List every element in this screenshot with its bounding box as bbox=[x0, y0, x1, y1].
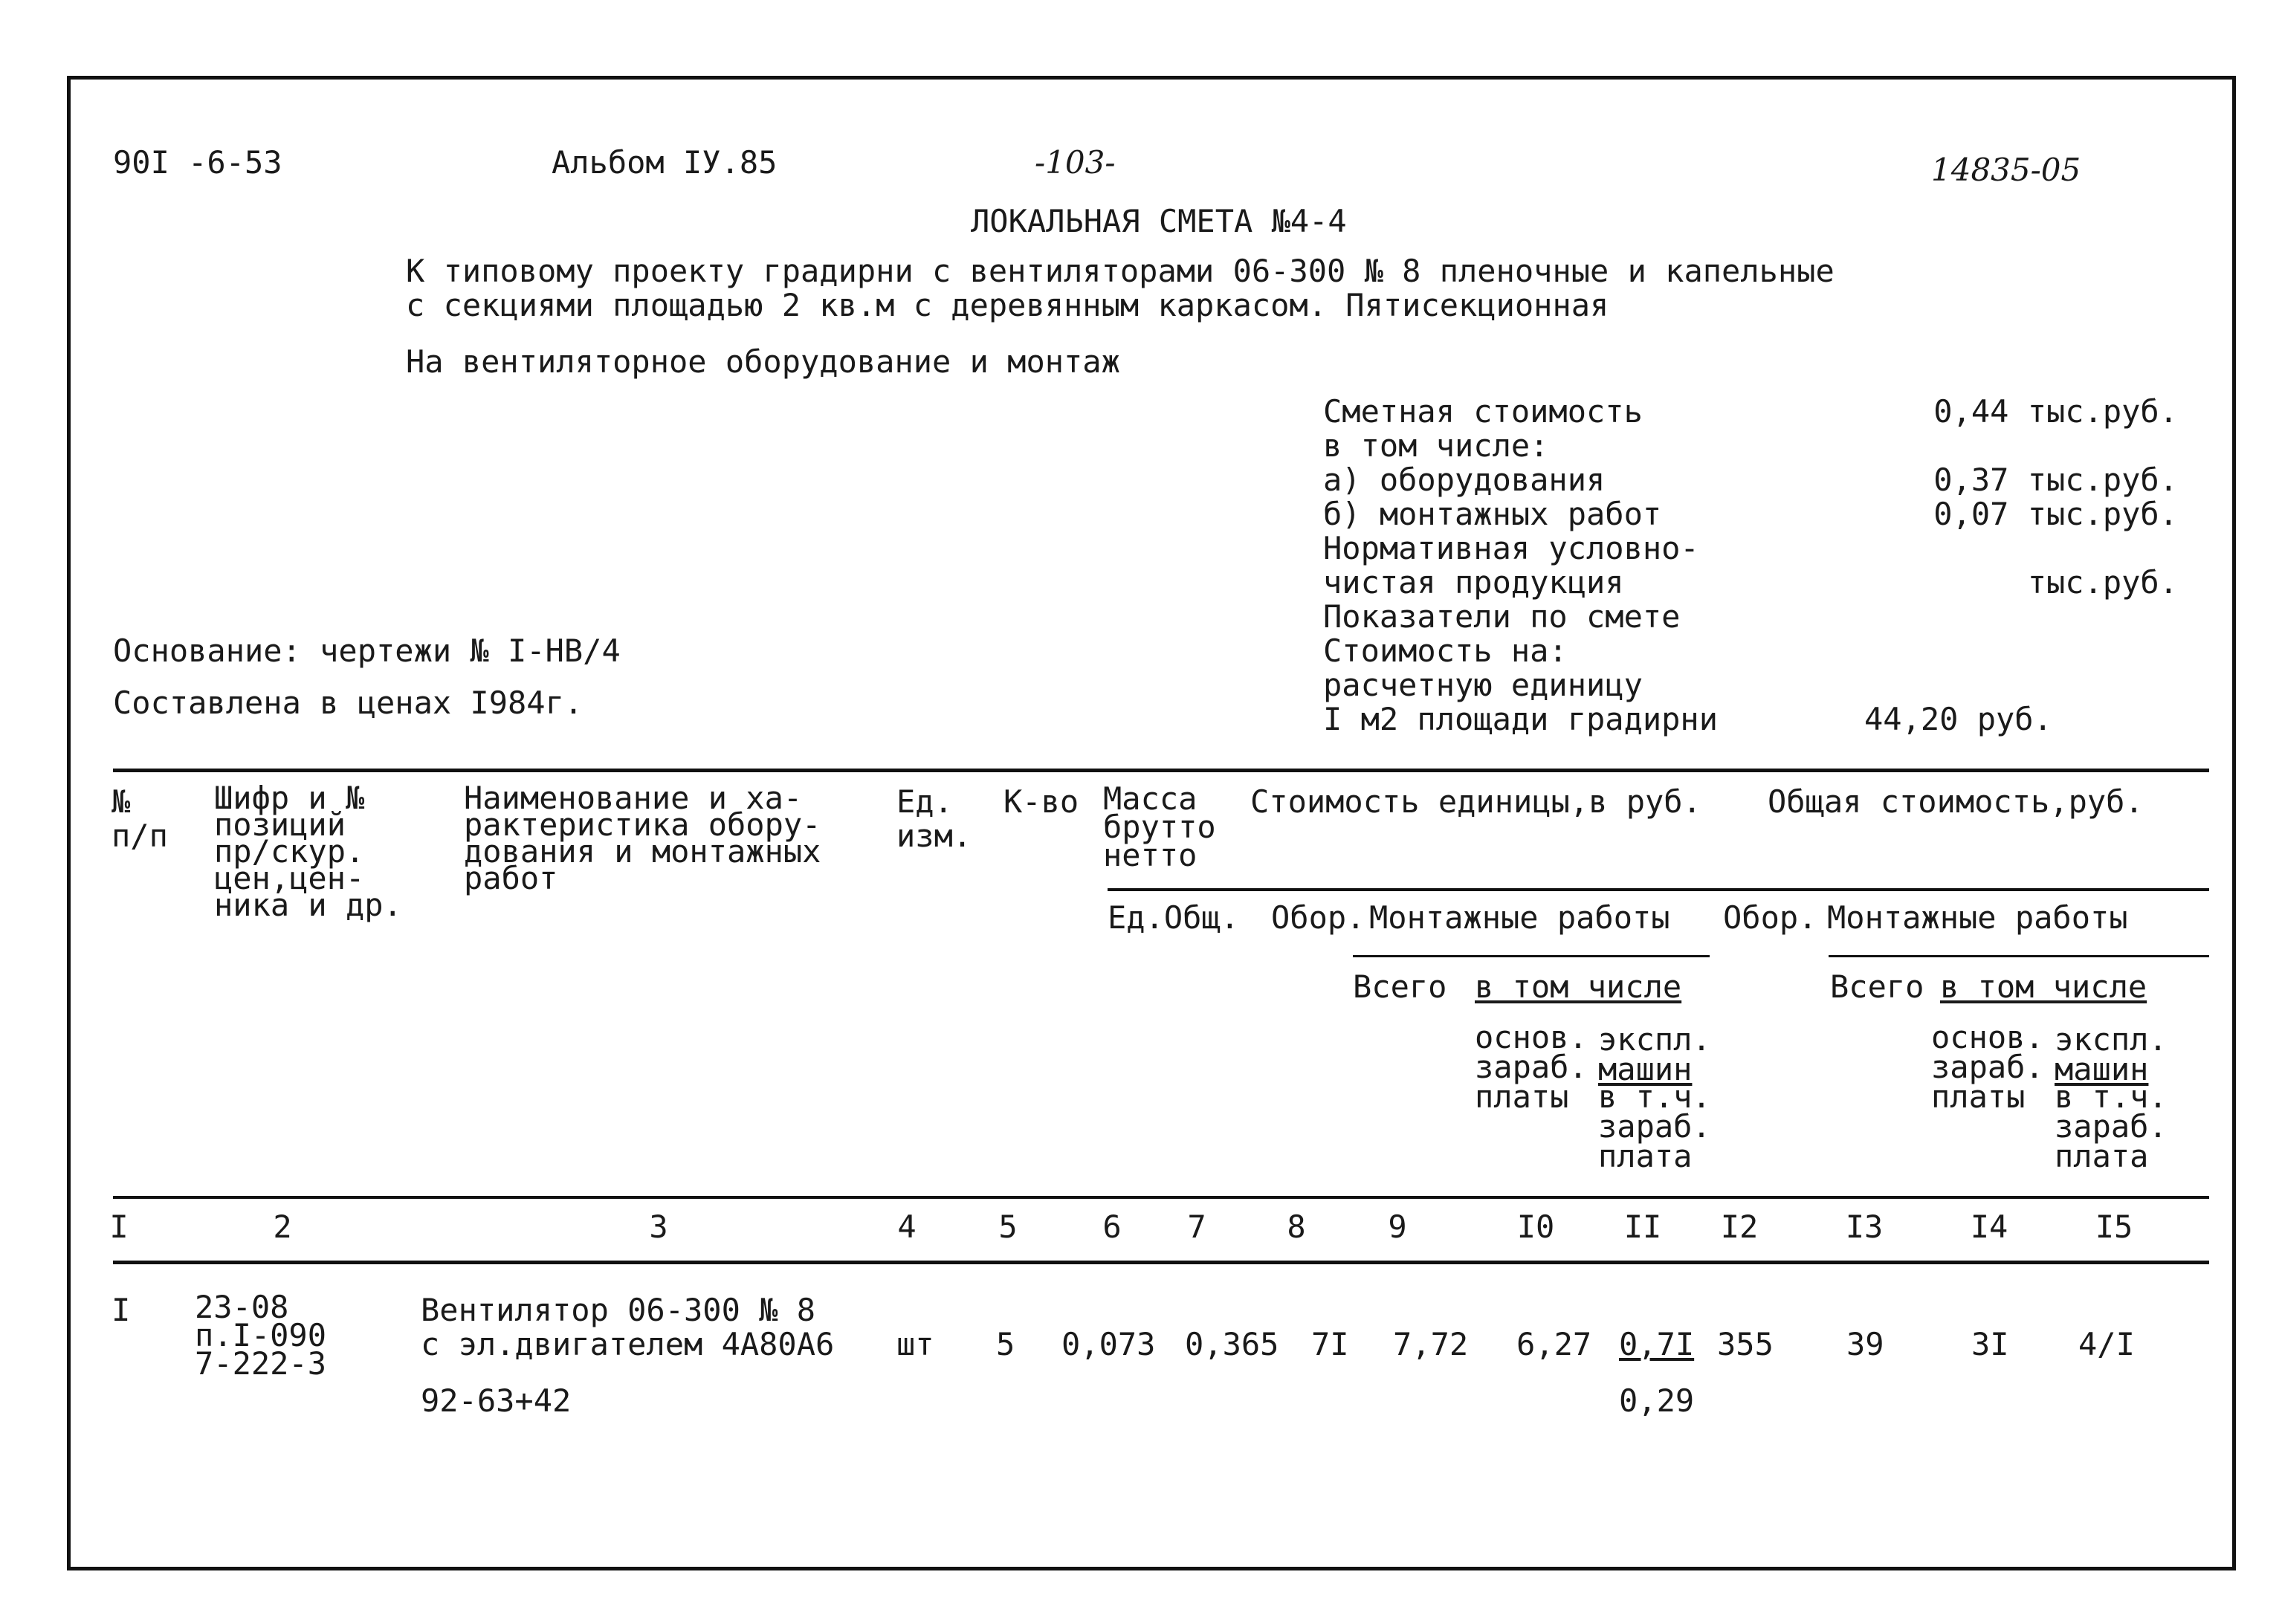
vtch-zarab-header-2: в т.ч. зараб. плата bbox=[2055, 1078, 2168, 1174]
row-install-total: 39 bbox=[1846, 1326, 1884, 1362]
unit-label: расчетную единицу bbox=[1323, 667, 1643, 703]
install-label: б) монтажных работ bbox=[1323, 496, 1662, 532]
equip-label: а) оборудования bbox=[1323, 462, 1606, 498]
column-number-5: 5 bbox=[998, 1209, 1018, 1245]
vsego-header-1: Всего bbox=[1353, 968, 1447, 1005]
row-machine-wage-unit: 0,29 bbox=[1619, 1382, 1695, 1419]
row-number: I bbox=[111, 1292, 131, 1328]
column-number-14: I4 bbox=[1970, 1209, 2008, 1245]
cost-on-label: Стоимость на: bbox=[1323, 633, 1568, 669]
ekspl-header-1: экспл. bbox=[1598, 1021, 1711, 1058]
row-machine-unit: 0,7I bbox=[1619, 1326, 1695, 1362]
smeta-value: 0,44 тыс.руб. bbox=[1933, 393, 2178, 430]
row-wage-unit: 6,27 bbox=[1516, 1326, 1592, 1362]
vtch-header-2: в том числе bbox=[1940, 968, 2147, 1005]
col-unit-header: Ед. изм. bbox=[896, 783, 972, 854]
vsego-rule-1 bbox=[1353, 955, 1710, 957]
mashin-header-2: машин bbox=[2055, 1051, 2149, 1087]
osnov-header-2: основ. зараб. платы bbox=[1931, 1019, 2044, 1115]
column-number-6: 6 bbox=[1102, 1209, 1122, 1245]
row-name-1: Вентилятор 06-300 № 8 bbox=[421, 1292, 816, 1328]
column-number-10: I0 bbox=[1516, 1209, 1555, 1245]
col-code-header: Шифр и № позиций пр/скур. цен,цен- ника и др. bbox=[214, 780, 402, 923]
row-mass-unit: 0,073 bbox=[1061, 1326, 1156, 1362]
row-machine-total: 4/I bbox=[2078, 1326, 2135, 1362]
row-wage-total: 3I bbox=[1971, 1326, 2009, 1362]
column-number-12: I2 bbox=[1720, 1209, 1759, 1245]
row-equip-unit: 7I bbox=[1311, 1326, 1349, 1362]
montazh-header-2: Монтажные работы bbox=[1827, 899, 2128, 936]
indicators-label: Показатели по смете bbox=[1323, 598, 1681, 635]
vtch-header-1: в том числе bbox=[1475, 968, 1682, 1005]
col-name-header: Наименование и ха- рактеристика обору- дования и монтажных работ bbox=[464, 780, 821, 896]
column-number-1: I bbox=[109, 1209, 129, 1245]
cost-header-rule bbox=[1108, 888, 2209, 891]
row-unit: шт bbox=[896, 1326, 934, 1362]
header-bottom-rule bbox=[113, 1196, 2209, 1199]
project-code: 90I -6-53 bbox=[113, 144, 282, 181]
row-name-2: с эл.двигателем 4А80А6 bbox=[421, 1326, 835, 1362]
vtch-zarab-header-1: в т.ч. зараб. плата bbox=[1598, 1078, 1711, 1174]
equip-value: 0,37 тыс.руб. bbox=[1933, 462, 2178, 498]
incl-label: в том числе: bbox=[1323, 427, 1549, 464]
column-number-2: 2 bbox=[273, 1209, 292, 1245]
area-label: I м2 площади градирни bbox=[1323, 701, 1719, 737]
obor-header-2: Обор. bbox=[1723, 899, 1817, 936]
subtitle-line-1: К типовому проекту градирни с вентиляторами 06-300 № 8 пленочные и капельные bbox=[406, 253, 1835, 289]
column-number-3: 3 bbox=[649, 1209, 668, 1245]
col-mass-header: Масса брутто нетто bbox=[1103, 780, 1216, 873]
norm-value: тыс.руб. bbox=[2027, 564, 2178, 601]
ed-obsh-header: Ед.Общ. bbox=[1108, 899, 1240, 936]
column-number-7: 7 bbox=[1187, 1209, 1206, 1245]
total-cost-header: Общая стоимость,руб. bbox=[1768, 783, 2144, 820]
purpose-line: На вентиляторное оборудование и монтаж bbox=[406, 343, 1120, 380]
basis-line: Основание: чертежи № I-НВ/4 bbox=[113, 633, 621, 669]
subtitle-line-2: с секциями площадью 2 кв.м с деревянным каркасом. Пятисекционная bbox=[406, 287, 1609, 323]
osnov-header-1: основ. зараб. платы bbox=[1475, 1019, 1588, 1115]
document-title: ЛОКАЛЬНАЯ СМЕТА №4-4 bbox=[971, 203, 1347, 239]
norm-label-2: чистая продукция bbox=[1323, 564, 1624, 601]
column-number-4: 4 bbox=[897, 1209, 917, 1245]
mashin-header-1: машин bbox=[1598, 1051, 1693, 1087]
column-number-13: I3 bbox=[1845, 1209, 1884, 1245]
norm-label-1: Нормативная условно- bbox=[1323, 530, 1699, 566]
unit-cost-header: Стоимость единицы,в руб. bbox=[1250, 783, 1701, 820]
prices-line: Составлена в ценах I984г. bbox=[113, 685, 584, 721]
col-qty-header: К-во bbox=[1003, 783, 1079, 820]
column-number-9: 9 bbox=[1388, 1209, 1407, 1245]
table-top-rule bbox=[113, 769, 2209, 772]
doc-number: 14835-05 bbox=[1931, 152, 2081, 188]
column-number-15: I5 bbox=[2095, 1209, 2133, 1245]
install-value: 0,07 тыс.руб. bbox=[1933, 496, 2178, 532]
row-install-total-unit: 7,72 bbox=[1393, 1326, 1469, 1362]
area-value: 44,20 руб. bbox=[1864, 701, 2052, 737]
column-number-11: II bbox=[1623, 1209, 1662, 1245]
page-number: -103- bbox=[1035, 144, 1116, 181]
col-number-header: № п/п bbox=[111, 783, 168, 854]
column-numbers-rule bbox=[113, 1261, 2209, 1264]
column-number-8: 8 bbox=[1287, 1209, 1306, 1245]
row-qty: 5 bbox=[996, 1326, 1015, 1362]
row-name-3: 92-63+42 bbox=[421, 1382, 572, 1419]
obor-header-1: Обор. bbox=[1271, 899, 1365, 936]
row-code: 23-08 п.I-090 7-222-3 bbox=[195, 1289, 327, 1382]
album-label: Альбом IУ.85 bbox=[552, 144, 778, 181]
row-mass-total: 0,365 bbox=[1185, 1326, 1279, 1362]
montazh-header-1: Монтажные работы bbox=[1369, 899, 1670, 936]
ekspl-header-2: экспл. bbox=[2055, 1021, 2168, 1058]
vsego-header-2: Всего bbox=[1830, 968, 1924, 1005]
row-equip-total: 355 bbox=[1717, 1326, 1774, 1362]
vsego-rule-2 bbox=[1829, 955, 2209, 957]
smeta-label: Сметная стоимость bbox=[1323, 393, 1643, 430]
